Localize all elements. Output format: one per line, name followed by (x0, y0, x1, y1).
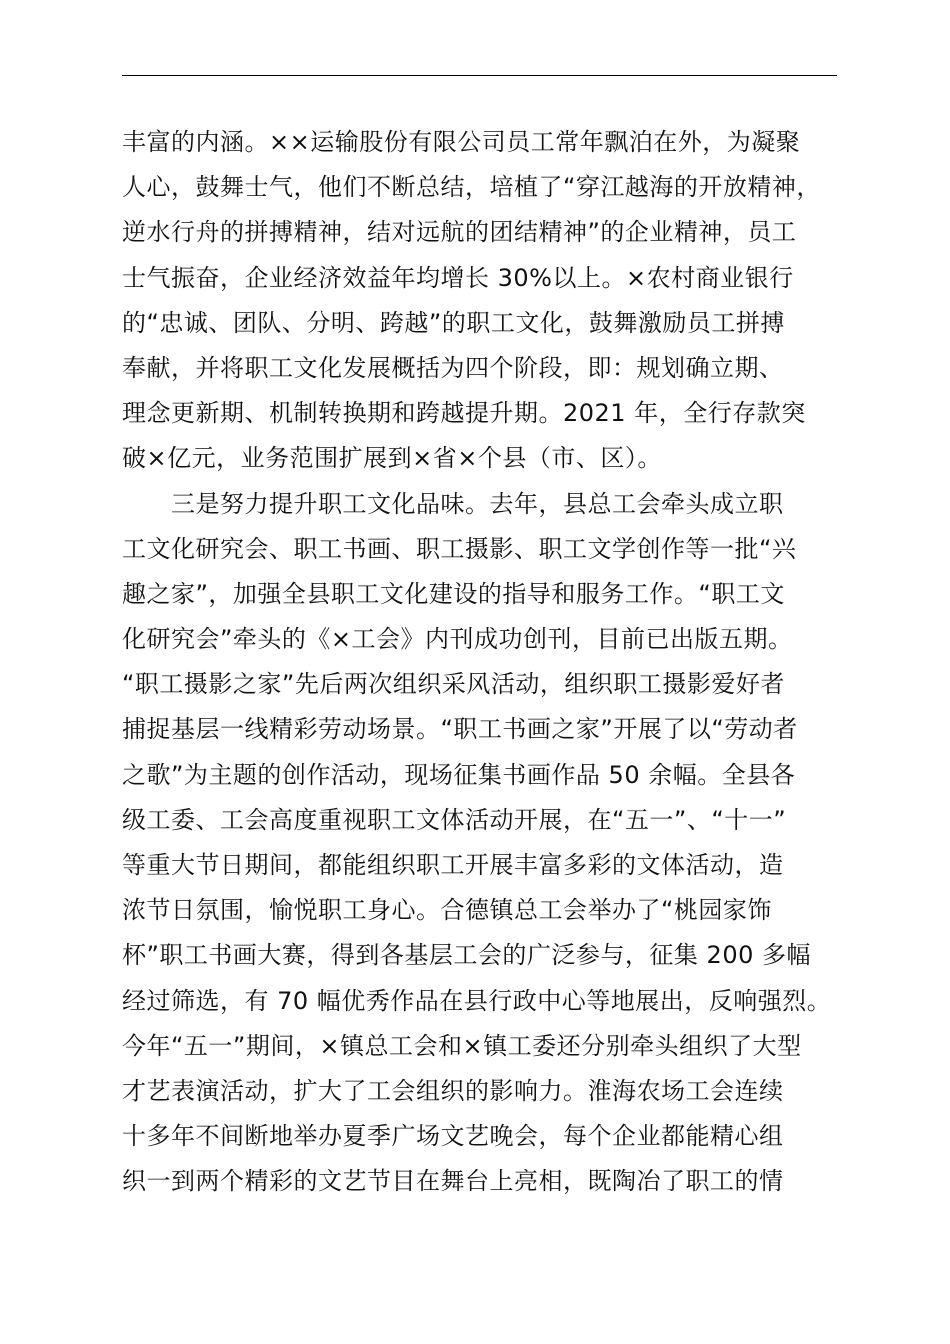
text-line: 级工委、工会高度重视职工文体活动开展，在“五一”、“十一” (122, 805, 787, 834)
text-line: 浓节日氛围，愉悦职工身心。合德镇总工会举办了“桃园家饰 (122, 896, 772, 925)
text-line: 工文化研究会、职工书画、职工摄影、职工文学创作等一批“兴 (122, 534, 797, 563)
header-rule (122, 75, 837, 76)
text-line: 奉献，并将职工文化发展概括为四个阶段，即：规划确立期、 (122, 353, 784, 382)
body-text (122, 120, 842, 1205)
text-line: 丰富的内涵。××运输股份有限公司员工常年飘泊在外，为凝聚 (122, 128, 801, 156)
text-line: “职工摄影之家”先后两次组织采风活动，组织职工摄影爱好者 (122, 670, 785, 699)
text-line: 捕捉基层一线精彩劳动场景。“职工书画之家”开展了以“劳动者 (122, 715, 798, 744)
text-line: 等重大节日期间，都能组织职工开展丰富多彩的文体活动，造 (122, 851, 784, 879)
text-line: 经过筛选，有 70 幅优秀作品在县行政中心等地展出，反响强烈。 (122, 986, 832, 1015)
text-line: 三是努力提升职工文化品味。去年，县总工会牵头成立职 (122, 489, 784, 518)
text-line: 趣之家”，加强全县职工文化建设的指导和服务工作。“职工文 (122, 579, 785, 608)
text-line: 逆水行舟的拼搏精神，结对远航的团结精神”的企业精神，员工 (122, 218, 797, 247)
text-line: 才艺表演活动，扩大了工会组织的影响力。淮海农场工会连续 (122, 1076, 784, 1105)
text-line: 杯”职工书画大赛，得到各基层工会的广泛参与，征集 200 多幅 (122, 941, 811, 970)
text-line: 理念更新期、机制转换期和跨越提升期。2021 年，全行存款突 (122, 399, 806, 428)
text-line: 十多年不间断地举办夏季广场文艺晚会，每个企业都能精心组 (122, 1122, 784, 1151)
text-line: 之歌”为主题的创作活动，现场征集书画作品 50 余幅。全县各 (122, 760, 796, 789)
text-line: 的“忠诚、团队、分明、跨越”的职工文化，鼓舞激励员工拼搏 (122, 308, 785, 337)
text-line: 人心，鼓舞士气，他们不断总结，培植了“穿江越海的开放精神， (122, 173, 821, 202)
text-line: 破×亿元，业务范围扩展到×省×个县（市、区）。 (122, 444, 662, 473)
text-line: 织一到两个精彩的文艺节目在舞台上亮相，既陶冶了职工的情 (122, 1167, 784, 1196)
text-line: 士气振奋，企业经济效益年均增长 30%以上。×农村商业银行 (122, 263, 794, 292)
text-line: 化研究会”牵头的《×工会》内刊成功创刊，目前已出版五期。 (122, 625, 793, 654)
text-line: 今年“五一”期间，×镇总工会和×镇工委还分别牵头组织了大型 (122, 1031, 802, 1060)
